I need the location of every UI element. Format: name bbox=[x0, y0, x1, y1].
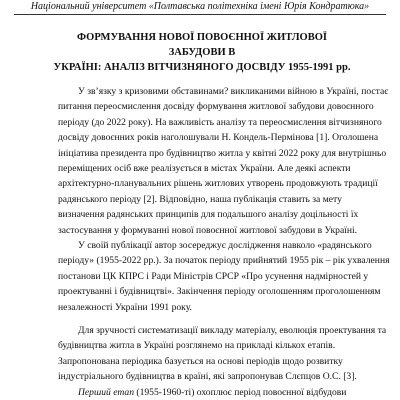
text-line: періоду» (1955-2022 рр.). За початок періоду прийнятий 1955 рік – рік ухвалення bbox=[58, 255, 390, 267]
paragraph-4 bbox=[58, 385, 347, 400]
text-line: У зв’язку з кризовими обставинами? викликаними війною в Україні, постає bbox=[78, 86, 389, 97]
text-line: постанови ЦК КПРС і Ради Міністрів СРСР «Про усунення надмірностей у bbox=[58, 270, 369, 282]
text-line: ініціатива президента про будівництво житла у квітні 2022 року для внутрішньо bbox=[58, 147, 387, 159]
text-line: проектуванні і будівництві». Закінчення періоду оголошенням проголошенням bbox=[58, 286, 381, 298]
text-line: переміщених осіб вже реалізується в містах України. Але деякі аспекти bbox=[58, 163, 351, 175]
text-line: архітектурно-планувальних рішень житлових утворень продовжують традиції bbox=[58, 178, 378, 190]
title-line-2: УКРАЇНІ: АНАЛІЗ ВІТЧИЗНЯНОГО ДОСВІДУ 1955-1991 рр. bbox=[53, 62, 351, 73]
header-divider bbox=[14, 14, 386, 15]
text-line: досвіду довоєнних років наголошували Н. Кондель-Пермінова [1]. Оголошена bbox=[58, 132, 379, 144]
text-line: У своїй публікації автор зосереджує дослідження навколо «радянського bbox=[78, 240, 372, 251]
stage-label: Перший етап bbox=[78, 387, 134, 398]
text-line: Для зручності систематизації викладу матеріалу, еволюція проектування та bbox=[78, 325, 387, 336]
text-line: Запропонована періодика базується на основі періодів щодо розвитку bbox=[58, 355, 343, 367]
stage-text: (1955-1960-ті) охоплює період повоєнної відбудови bbox=[134, 387, 347, 398]
text-line: індустріального будівництва в країні, які запропонував Слєпцов О.С. [3]. bbox=[58, 371, 357, 383]
text-line bbox=[58, 385, 347, 400]
text-line: питання переосмислення досвіду формування житлової забудови довоєнного bbox=[58, 101, 374, 113]
article-title bbox=[52, 30, 352, 75]
text-line: застосування у формуванні нової повоєнної житлової забудови в Україні. bbox=[58, 224, 358, 236]
text-line: визначення радянських принципів для подальшого аналізу доцільності їх bbox=[58, 209, 359, 221]
running-header: Національний університет «Полтавська політехніка імені Юрія Кондратюка» bbox=[30, 1, 370, 12]
paragraph-3 bbox=[58, 323, 387, 385]
paragraph-2 bbox=[58, 238, 390, 315]
text-line: незалежності України 1991 року. bbox=[58, 301, 192, 313]
text-line: радянського періоду [2]. Відповідно, наша публікація ставить за мету bbox=[58, 193, 342, 205]
text-line: періоду (до 2022 року). На важливість аналізу та переосмислення вітчизняного bbox=[58, 116, 382, 128]
text-line: будівництва житла в Україні розглянемо на прикладі кількох етапів. bbox=[58, 340, 336, 352]
paragraph-1 bbox=[58, 84, 389, 238]
title-line-1: ФОРМУВАННЯ НОВОЇ ПОВОЄННОЇ ЖИТЛОВОЇ ЗАБУДОВИ В bbox=[77, 32, 327, 58]
